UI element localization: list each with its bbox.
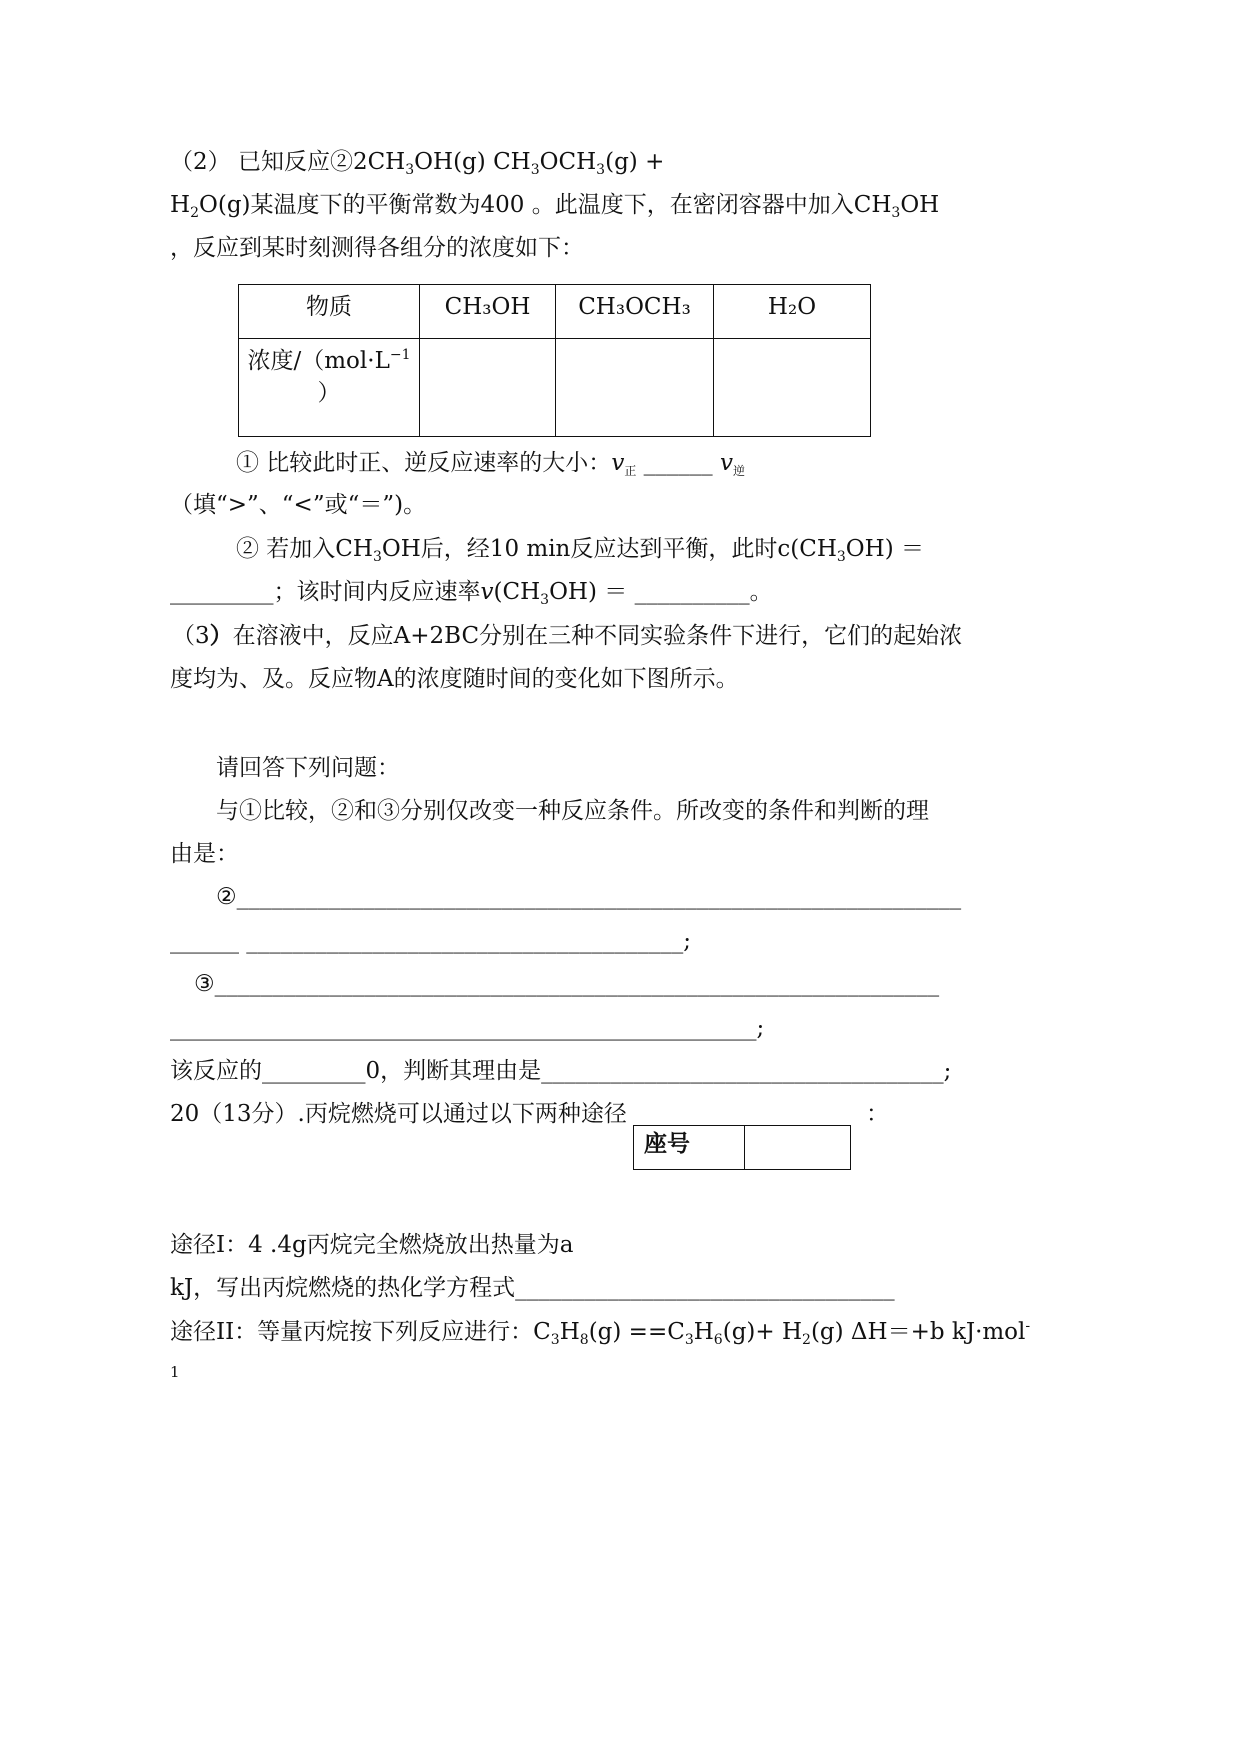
table-row-concentration-label: 浓度$/(mol\cdot L^{-1}$ ） bbox=[239, 339, 420, 437]
q3-line2: 度均为、及。反应物A的浓度随时间的变化如下图所示。 bbox=[170, 666, 739, 692]
table-cell-h2o bbox=[714, 339, 871, 437]
q2-sub1-tail: （填“>”、“<”或“＝”)。 bbox=[170, 492, 427, 518]
table-cell-ch3och3 bbox=[556, 339, 714, 437]
q20-path2: 途径II：等量丙烷按下列反应进行：$C_3H_8(g) ==C_3H_6(g)+ H_2(g)$ ΔH＝+b kJ·mol- bbox=[170, 1318, 1031, 1348]
q2-line1: （2） 已知反应$②2CH_3OH(g) CH_3OCH_3(g)$ + bbox=[170, 149, 665, 178]
seat-number-box bbox=[633, 1125, 851, 1170]
q20-path1-equation[interactable]: kJ，写出丙烷燃烧的热化学方程式_________________________________ bbox=[170, 1275, 895, 1301]
seat-number-field[interactable] bbox=[745, 1126, 851, 1170]
q20-title: 20（13分）.丙烷燃烧可以通过以下两种途径 bbox=[170, 1101, 627, 1127]
q2-line3: ，反应到某时刻测得各组分的浓度如下： bbox=[170, 235, 584, 261]
q2-sub2: ② 若加入$CH_3OH$后，经10 min反应达到平衡，此时$c(CH_3OH)$ ＝ bbox=[236, 536, 924, 565]
q20-colon: ： bbox=[866, 1101, 889, 1127]
q3-answer-2-cont[interactable]: ______ ______________________________________; bbox=[170, 928, 692, 954]
concentration-table bbox=[238, 284, 871, 437]
q3-compare: 与①比较，②和③分别仅改变一种反应条件。所改变的条件和判断的理 bbox=[216, 798, 929, 824]
table-header-ch3och3: CH₃OCH₃ bbox=[556, 285, 714, 339]
q20-path2-continue: 1 bbox=[170, 1363, 180, 1381]
q2-label: （2） bbox=[170, 149, 231, 175]
table-header-substance: 物质 bbox=[239, 285, 420, 339]
table-header-ch3oh: CH₃OH bbox=[420, 285, 556, 339]
q3-reason: 由是： bbox=[170, 841, 239, 867]
q3-line1: （3）在溶液中，反应A+2BC分别在三种不同实验条件下进行，它们的起始浓 bbox=[172, 622, 963, 649]
q3-answer-2[interactable]: ②_______________________________________________________________ bbox=[216, 884, 962, 910]
seat-number-label: 座号 bbox=[634, 1126, 745, 1170]
q2-intro: 已知反应②2CH bbox=[237, 149, 406, 175]
q20-path1: 途径I：4 .4g丙烷完全燃烧放出热量为a bbox=[170, 1232, 574, 1258]
q3-answer-3-cont[interactable]: ___________________________________________________; bbox=[170, 1015, 765, 1041]
q3-delta-h[interactable]: 该反应的_________0，判断其理由是___________________________________; bbox=[170, 1058, 952, 1084]
q2-line2: $H_2O(g)$某温度下的平衡常数为400 。此温度下，在密闭容器中加入$CH_3OH$ bbox=[170, 192, 940, 221]
q2-sub1: ① 比较此时正、逆反应速率的大小：$v_正$ ______ $v_逆$ bbox=[236, 450, 745, 478]
q3-ask: 请回答下列问题： bbox=[216, 755, 400, 781]
q3-answer-3[interactable]: ③_______________________________________________________________ bbox=[194, 971, 940, 997]
table-cell-ch3oh bbox=[420, 339, 556, 437]
q2-sub2-b: _________；该时间内反应速率$v(CH_3OH)$ ＝ __________。 bbox=[170, 579, 773, 608]
table-header-h2o: H₂O bbox=[714, 285, 871, 339]
